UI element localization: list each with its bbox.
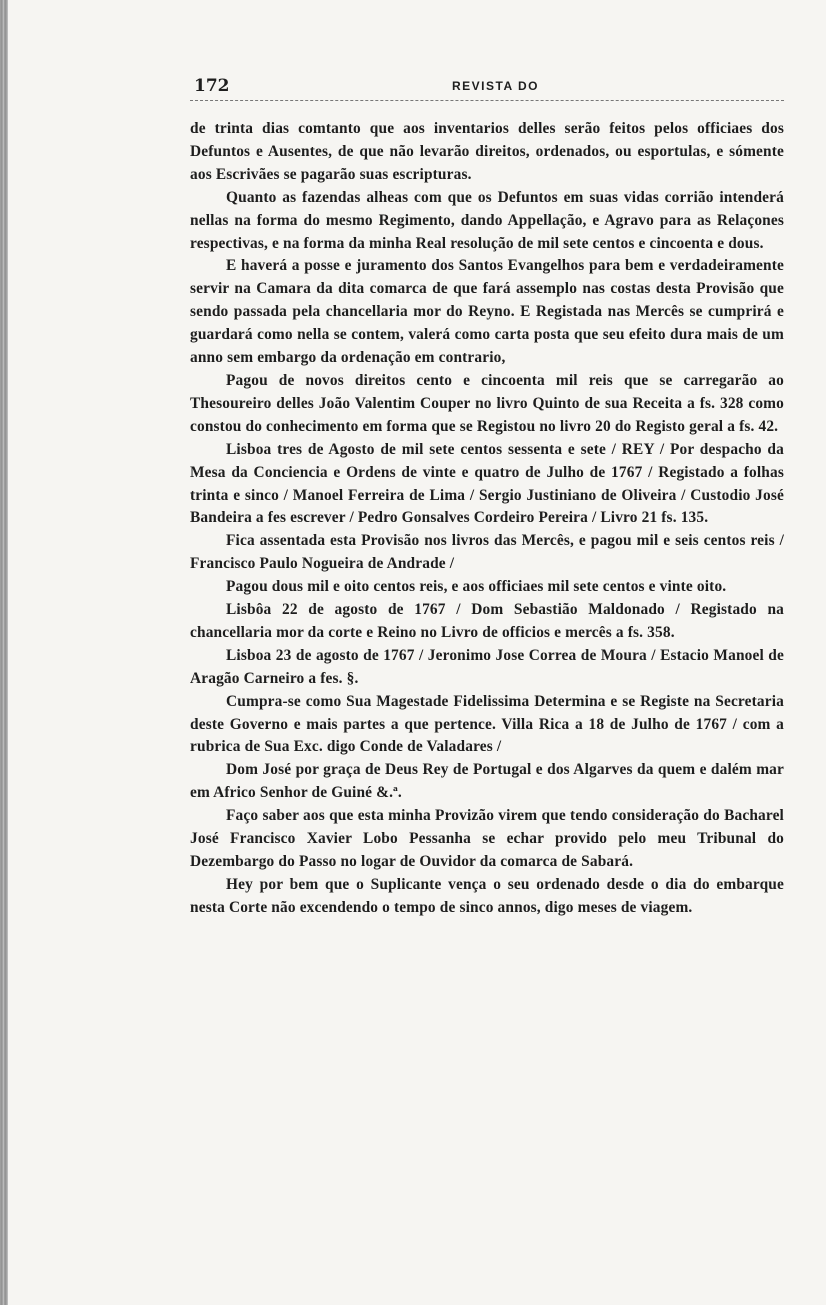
running-head: REVISTA DO [452, 79, 540, 93]
paragraph-7: Pagou dous mil e oito centos reis, e aos officiaes mil sete centos e vinte oito. [226, 578, 727, 596]
paragraph-1: de trinta dias comtanto que aos inventarios delles serão feitos pelos officiaes dos Defuntos e Ausentes, de que não levarão direitos, ordenados, ou esportulas, e sómente aos Escrivães se pagarão suas escripturas. [190, 120, 784, 183]
paragraph-13: Hey por bem que o Suplicante vença o seu ordenado desde o dia do embarque nesta Corte não excendendo o tempo de sinco annos, digo meses de viagem. [190, 875, 784, 916]
document-page [190, 76, 784, 916]
book-binding-edge [0, 0, 8, 1305]
paragraph-2: Quanto as fazendas alheas com que os Defuntos em suas vidas corrião intenderá nellas na forma do mesmo Regimento, dando Appellação, e Agravo para as Relaçones respectivas, e na forma da minha Real resolução de mil sete centos e cincoenta e dous. [190, 188, 784, 252]
paragraph-11: Dom José por graça de Deus Rey de Portugal e dos Algarves da quem e dalém mar em Africo Senhor de Guiné &.ª. [190, 761, 784, 802]
paragraph-3: E haverá a posse e juramento dos Santos Evangelhos para bem e verdadeiramente servir na Camara da dita comarca de que fará assemplo nas costas desta Provisão que sendo passada pela chancellaria mor do Reyno. E Registada nas Mercês se cumprirá e guardará como nella se contem, valerá como carta posta que seu efeito dura mais de um anno sem embargo da ordenação em contrario, [190, 257, 784, 367]
paragraph-5: Lisboa tres de Agosto de mil sete centos sessenta e sete / REY / Por despacho da Mesa da Conciencia e Ordens de vinte e quatro de Julho de 1767 / Registado a folhas trinta e sinco / Manoel Ferreira de Lima / Sergio Justiniano de Oliveira / Custodio José Bandeira a fes escrever / Pedro Gonsalves Cordeiro Pereira / Livro 21 fs. 135. [190, 440, 784, 527]
paragraph-10: Cumpra-se como Sua Magestade Fidelissima Determina e se Registe na Secretaria deste Governo e mais partes a que pertence. Villa Rica a 18 de Julho de 1767 / com a rubrica de Sua Exc. digo Conde de Valadares / [190, 692, 784, 756]
paragraph-9: Lisboa 23 de agosto de 1767 / Jeronimo Jose Correa de Moura / Estacio Manoel de Aragão Carneiro a fes. §. [190, 646, 784, 687]
paragraph-8: Lisbôa 22 de agosto de 1767 / Dom Sebastião Maldonado / Registado na chancellaria mor da corte e Reino no Livro de officios e mercês a fs. 358. [190, 601, 784, 641]
header-rule [190, 100, 784, 101]
page-header [190, 76, 784, 100]
paragraph-12: Faço saber aos que esta minha Provizão virem que tendo consideração do Bacharel José Francisco Xavier Lobo Pessanha se echar provido pelo meu Tribunal do Dezembargo do Passo no logar de Ouvidor da comarca de Sabará. [190, 807, 784, 870]
page-number: 172 [194, 76, 230, 96]
paragraph-6: Fica assentada esta Provisão nos livros das Mercês, e pagou mil e seis centos reis / Francisco Paulo Nogueira de Andrade / [190, 532, 784, 573]
body-text [190, 118, 784, 920]
paragraph-4: Pagou de novos direitos cento e cincoenta mil reis que se carregarão ao Thesoureiro delles João Valentim Couper no livro Quinto de sua Receita a fs. 328 como constou do conhecimento em forma que se Registou no livro 20 do Registo geral a fs. 42. [190, 371, 784, 435]
